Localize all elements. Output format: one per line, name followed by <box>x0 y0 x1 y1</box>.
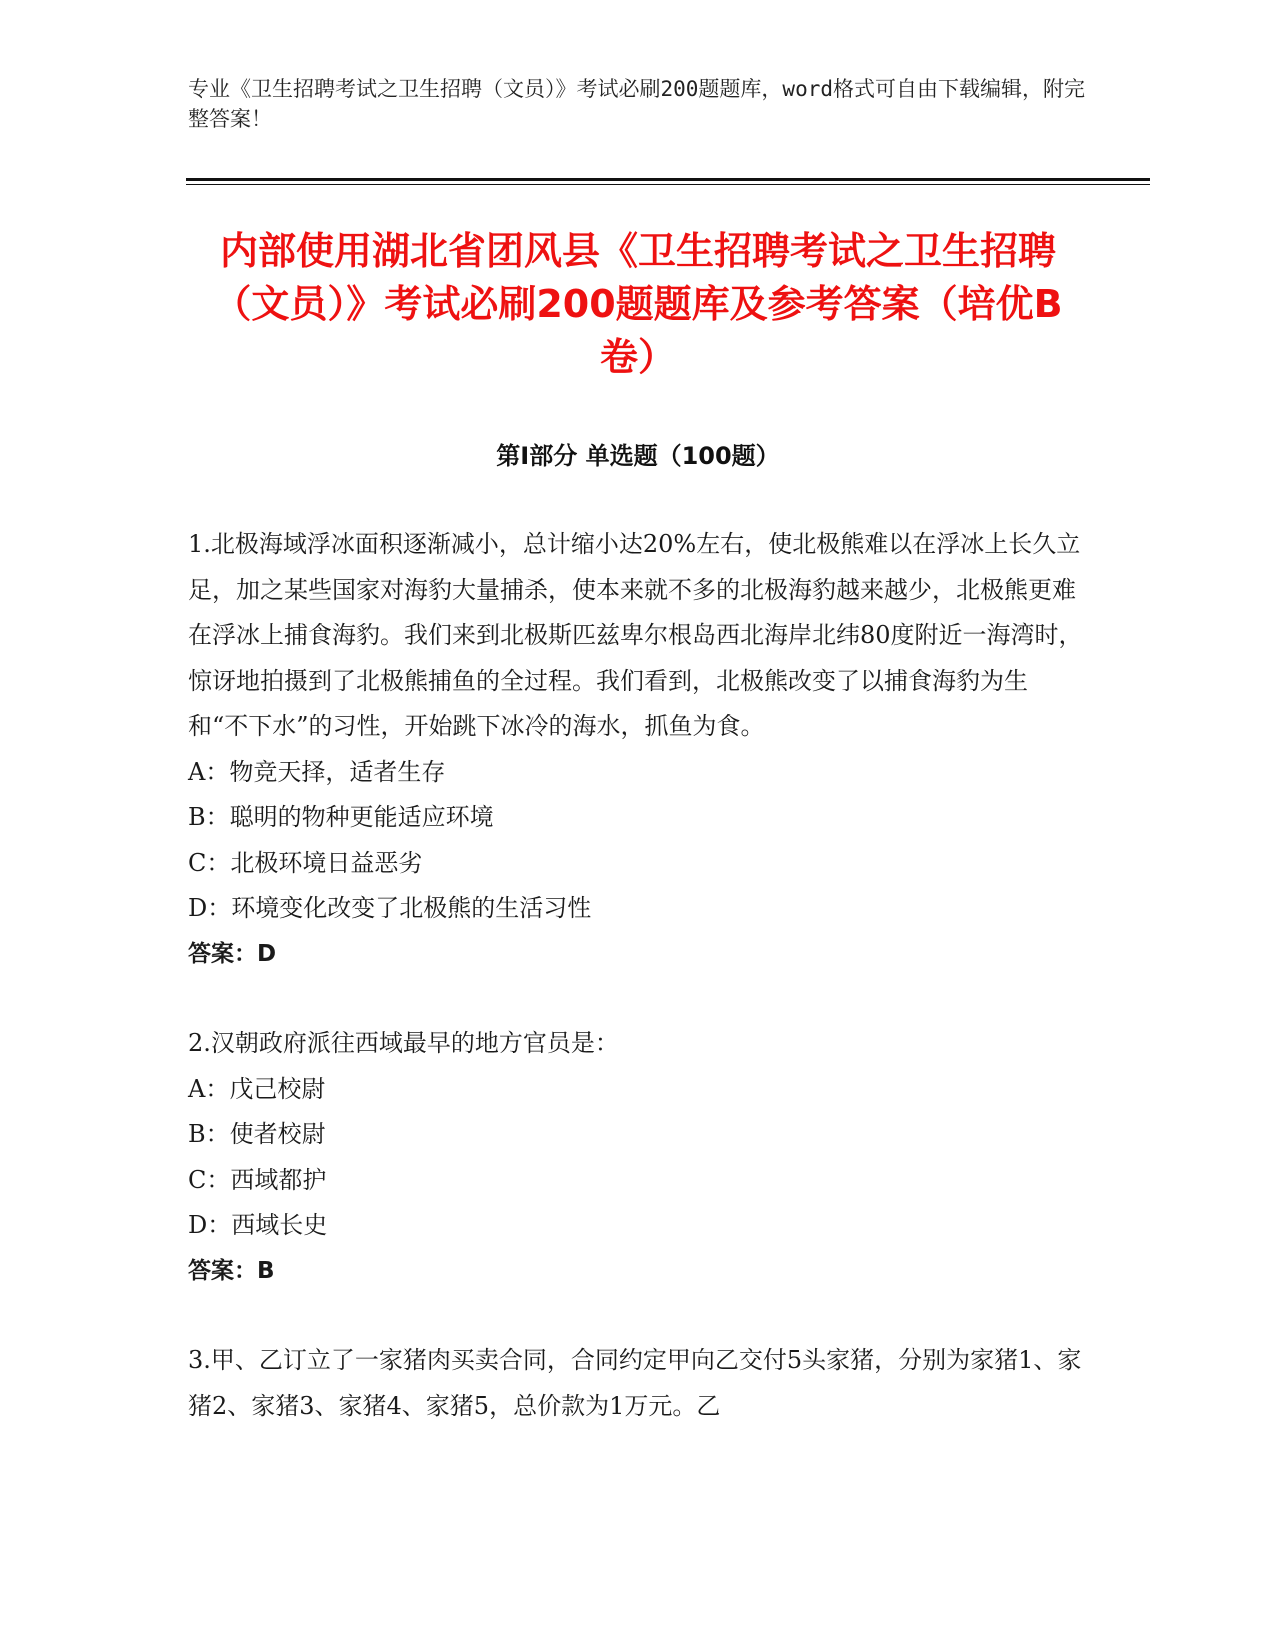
document-title: 内部使用湖北省团风县《卫生招聘考试之卫生招聘（文员）》考试必刷200题题库及参考答案（培优B卷） <box>213 229 1063 379</box>
section-heading: 第Ⅰ部分 单选题（100题） <box>496 442 780 470</box>
question-1 <box>188 522 1088 977</box>
question-2 <box>188 1021 1088 1294</box>
option-b: B：使者校尉 <box>188 1120 326 1148</box>
option-d: D：西域长史 <box>188 1211 328 1239</box>
header-divider-thick <box>186 178 1150 181</box>
question-stem: 2.汉朝政府派往西域最早的地方官员是： <box>188 1029 619 1057</box>
option-d: D：环境变化改变了北极熊的生活习性 <box>188 894 592 922</box>
option-a: A：物竞天择，适者生存 <box>188 757 446 786</box>
option-b: B：聪明的物种更能适应环境 <box>188 803 494 831</box>
option-a: A：戊己校尉 <box>188 1074 326 1103</box>
question-3 <box>188 1338 1088 1429</box>
question-list <box>188 522 1088 1429</box>
answer: 答案：D <box>188 940 277 967</box>
question-stem: 1.北极海域浮冰面积逐渐减小，总计缩小达20%左右，使北极熊难以在浮冰上长久立足，加之某些国家对海豹大量捕杀，使本来就不多的北极海豹越来越少，北极熊更难在浮冰上捕食海豹。我们来到北极斯匹兹卑尔根岛西北海岸北纬80度附近一海湾时，惊讶地拍摄到了北极熊捕鱼的全过程。我们看到，北极熊改变了以捕食海豹为生和“不下水”的习性，开始跳下冰冷的海水，抓鱼为食。 <box>188 530 1083 740</box>
question-stem: 3.甲、乙订立了一家猪肉买卖合同，合同约定甲向乙交付5头家猪，分别为家猪1、家猪2、家猪3、家猪4、家猪5，总价款为1万元。乙 <box>188 1346 1082 1420</box>
question-spacer <box>188 1294 1088 1338</box>
header-divider-thin <box>186 184 1150 185</box>
answer: 答案：B <box>188 1257 275 1284</box>
option-c: C：北极环境日益恶劣 <box>188 848 423 877</box>
question-spacer <box>188 977 1088 1021</box>
option-c: C：西域都护 <box>188 1165 327 1194</box>
header-note: 专业《卫生招聘考试之卫生招聘（文员）》考试必刷200题题库，word格式可自由下载编辑，附完整答案！ <box>188 77 1085 131</box>
